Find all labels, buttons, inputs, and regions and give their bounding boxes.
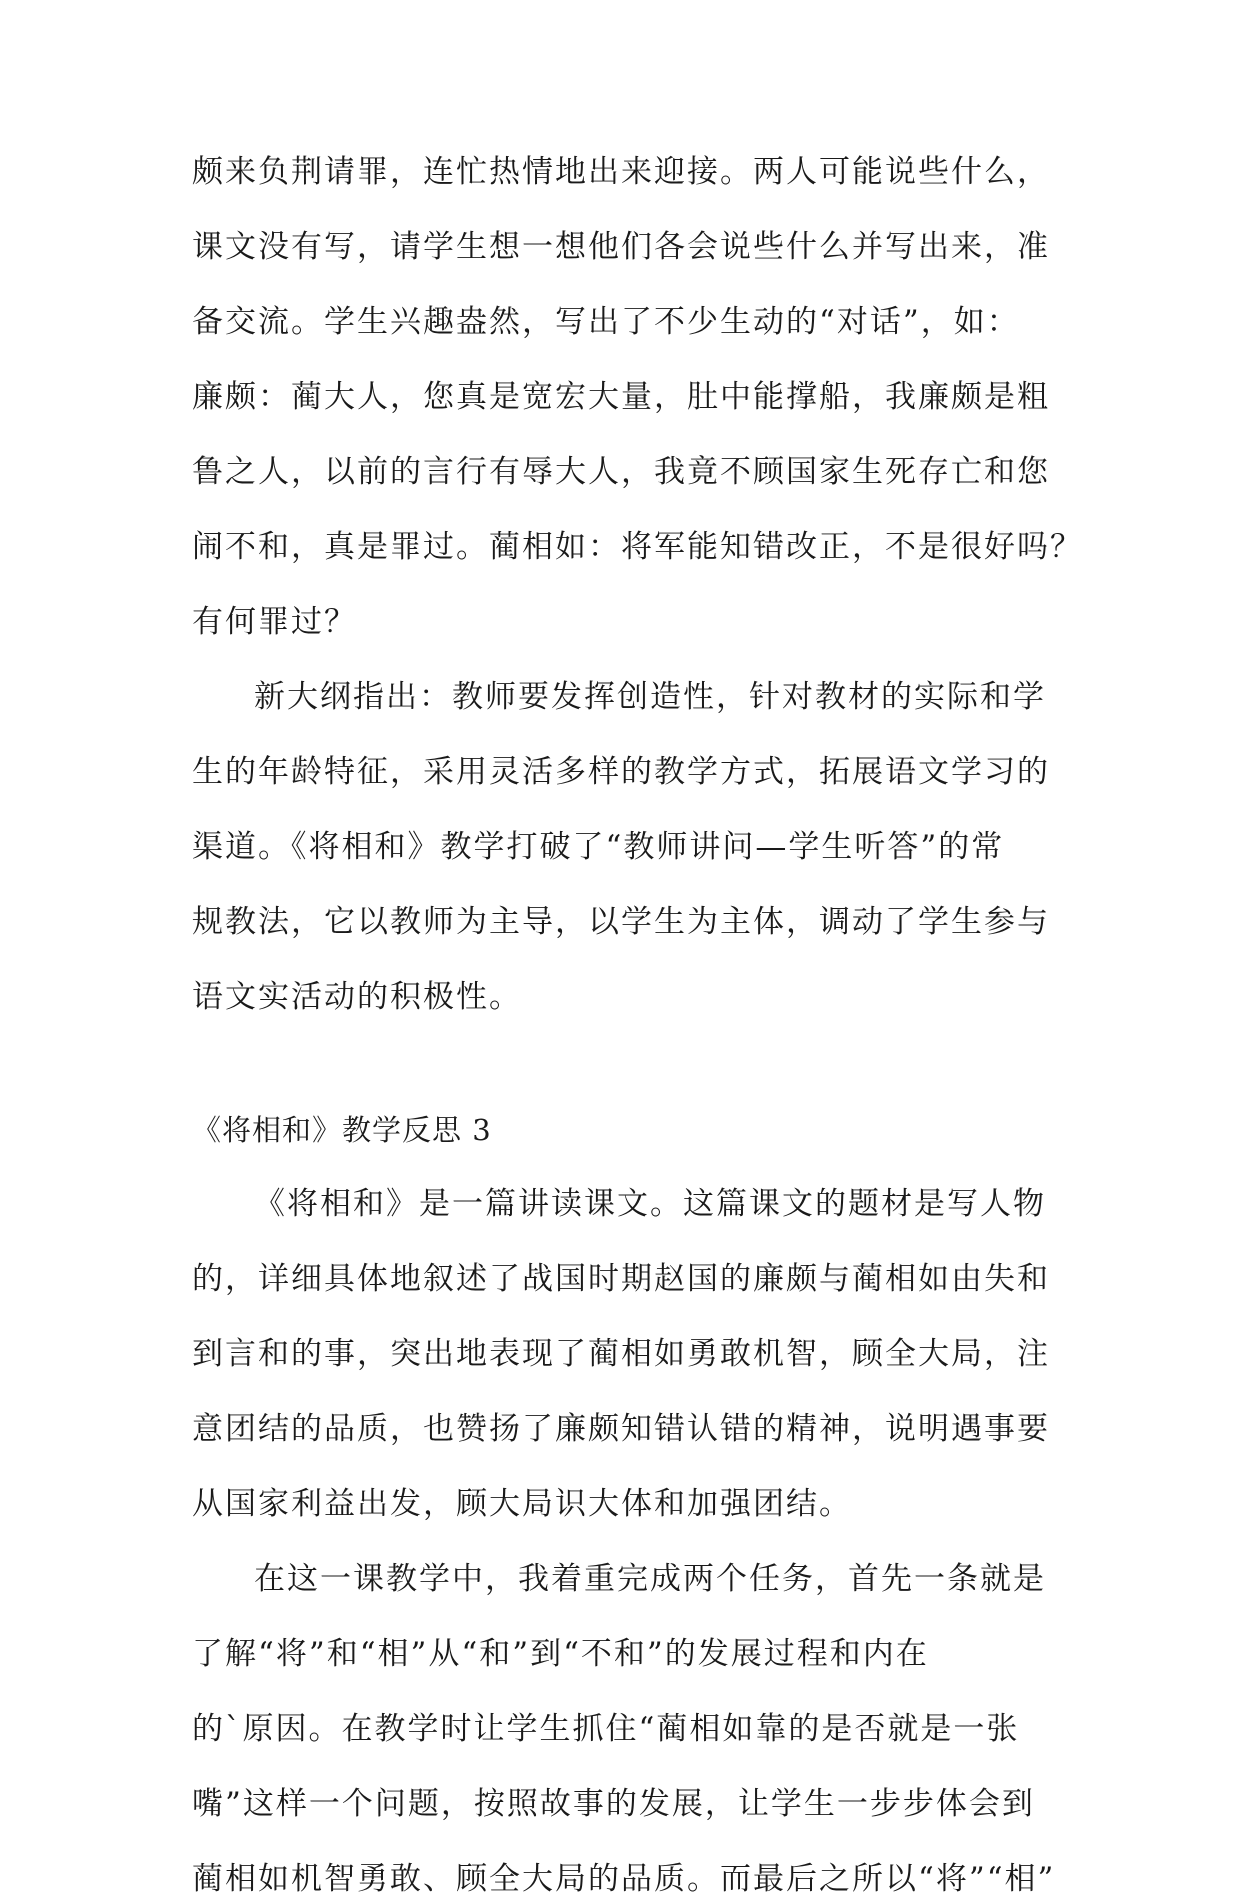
paragraph-line: 《将相和》是一篇讲读课文。这篇课文的题材是写人物 — [254, 1186, 1046, 1222]
paragraph-line: 的，详细具体地叙述了战国时期赵国的廉颇与蔺相如由失和 — [192, 1261, 1050, 1297]
paragraph-line: 嘴”这样一个问题，按照故事的发展，让学生一步步体会到 — [192, 1786, 1035, 1822]
paragraph-line: 闹不和，真是罪过。蔺相如：将军能知错改正，不是很好吗？ — [192, 529, 1083, 565]
paragraph-line: 鲁之人，以前的言行有辱大人，我竟不顾国家生死存亡和您 — [192, 454, 1050, 490]
paragraph-line: 蔺相如机智勇敢、顾全大局的品质。而最后之所以“将”“相” — [192, 1861, 1056, 1897]
paragraph-line: 从国家利益出发，顾大局识大体和加强团结。 — [192, 1486, 852, 1522]
section-heading: 《将相和》教学反思 3 — [192, 1113, 492, 1147]
paragraph-line: 了解“将”和“相”从“和”到“不和”的发展过程和内在 — [192, 1636, 929, 1672]
paragraph-line: 有何罪过？ — [192, 604, 357, 640]
paragraph-line: 意团结的品质，也赞扬了廉颇知错认错的精神，说明遇事要 — [192, 1411, 1050, 1447]
paragraph-line: 颇来负荆请罪，连忙热情地出来迎接。两人可能说些什么， — [192, 154, 1050, 190]
paragraph-line: 的`原因。在教学时让学生抓住“蔺相如靠的是否就是一张 — [192, 1711, 1020, 1747]
paragraph-line: 语文实活动的积极性。 — [192, 979, 522, 1015]
paragraph-line: 在这一课教学中，我着重完成两个任务，首先一条就是 — [254, 1561, 1046, 1597]
paragraph-line: 规教法，它以教师为主导，以学生为主体，调动了学生参与 — [192, 904, 1050, 940]
paragraph-line: 到言和的事，突出地表现了蔺相如勇敢机智，顾全大局，注 — [192, 1336, 1050, 1372]
paragraph-line: 廉颇：蔺大人，您真是宽宏大量，肚中能撑船，我廉颇是粗 — [192, 379, 1050, 415]
paragraph-line: 备交流。学生兴趣盎然，写出了不少生动的“对话”，如： — [192, 304, 1020, 340]
paragraph-line: 渠道。《将相和》教学打破了“教师讲问—学生听答”的常 — [192, 829, 1005, 865]
paragraph-line: 新大纲指出：教师要发挥创造性，针对教材的实际和学 — [254, 679, 1046, 715]
paragraph-line: 生的年龄特征，采用灵活多样的教学方式，拓展语文学习的 — [192, 754, 1050, 790]
paragraph-line: 课文没有写，请学生想一想他们各会说些什么并写出来，准 — [192, 229, 1050, 265]
